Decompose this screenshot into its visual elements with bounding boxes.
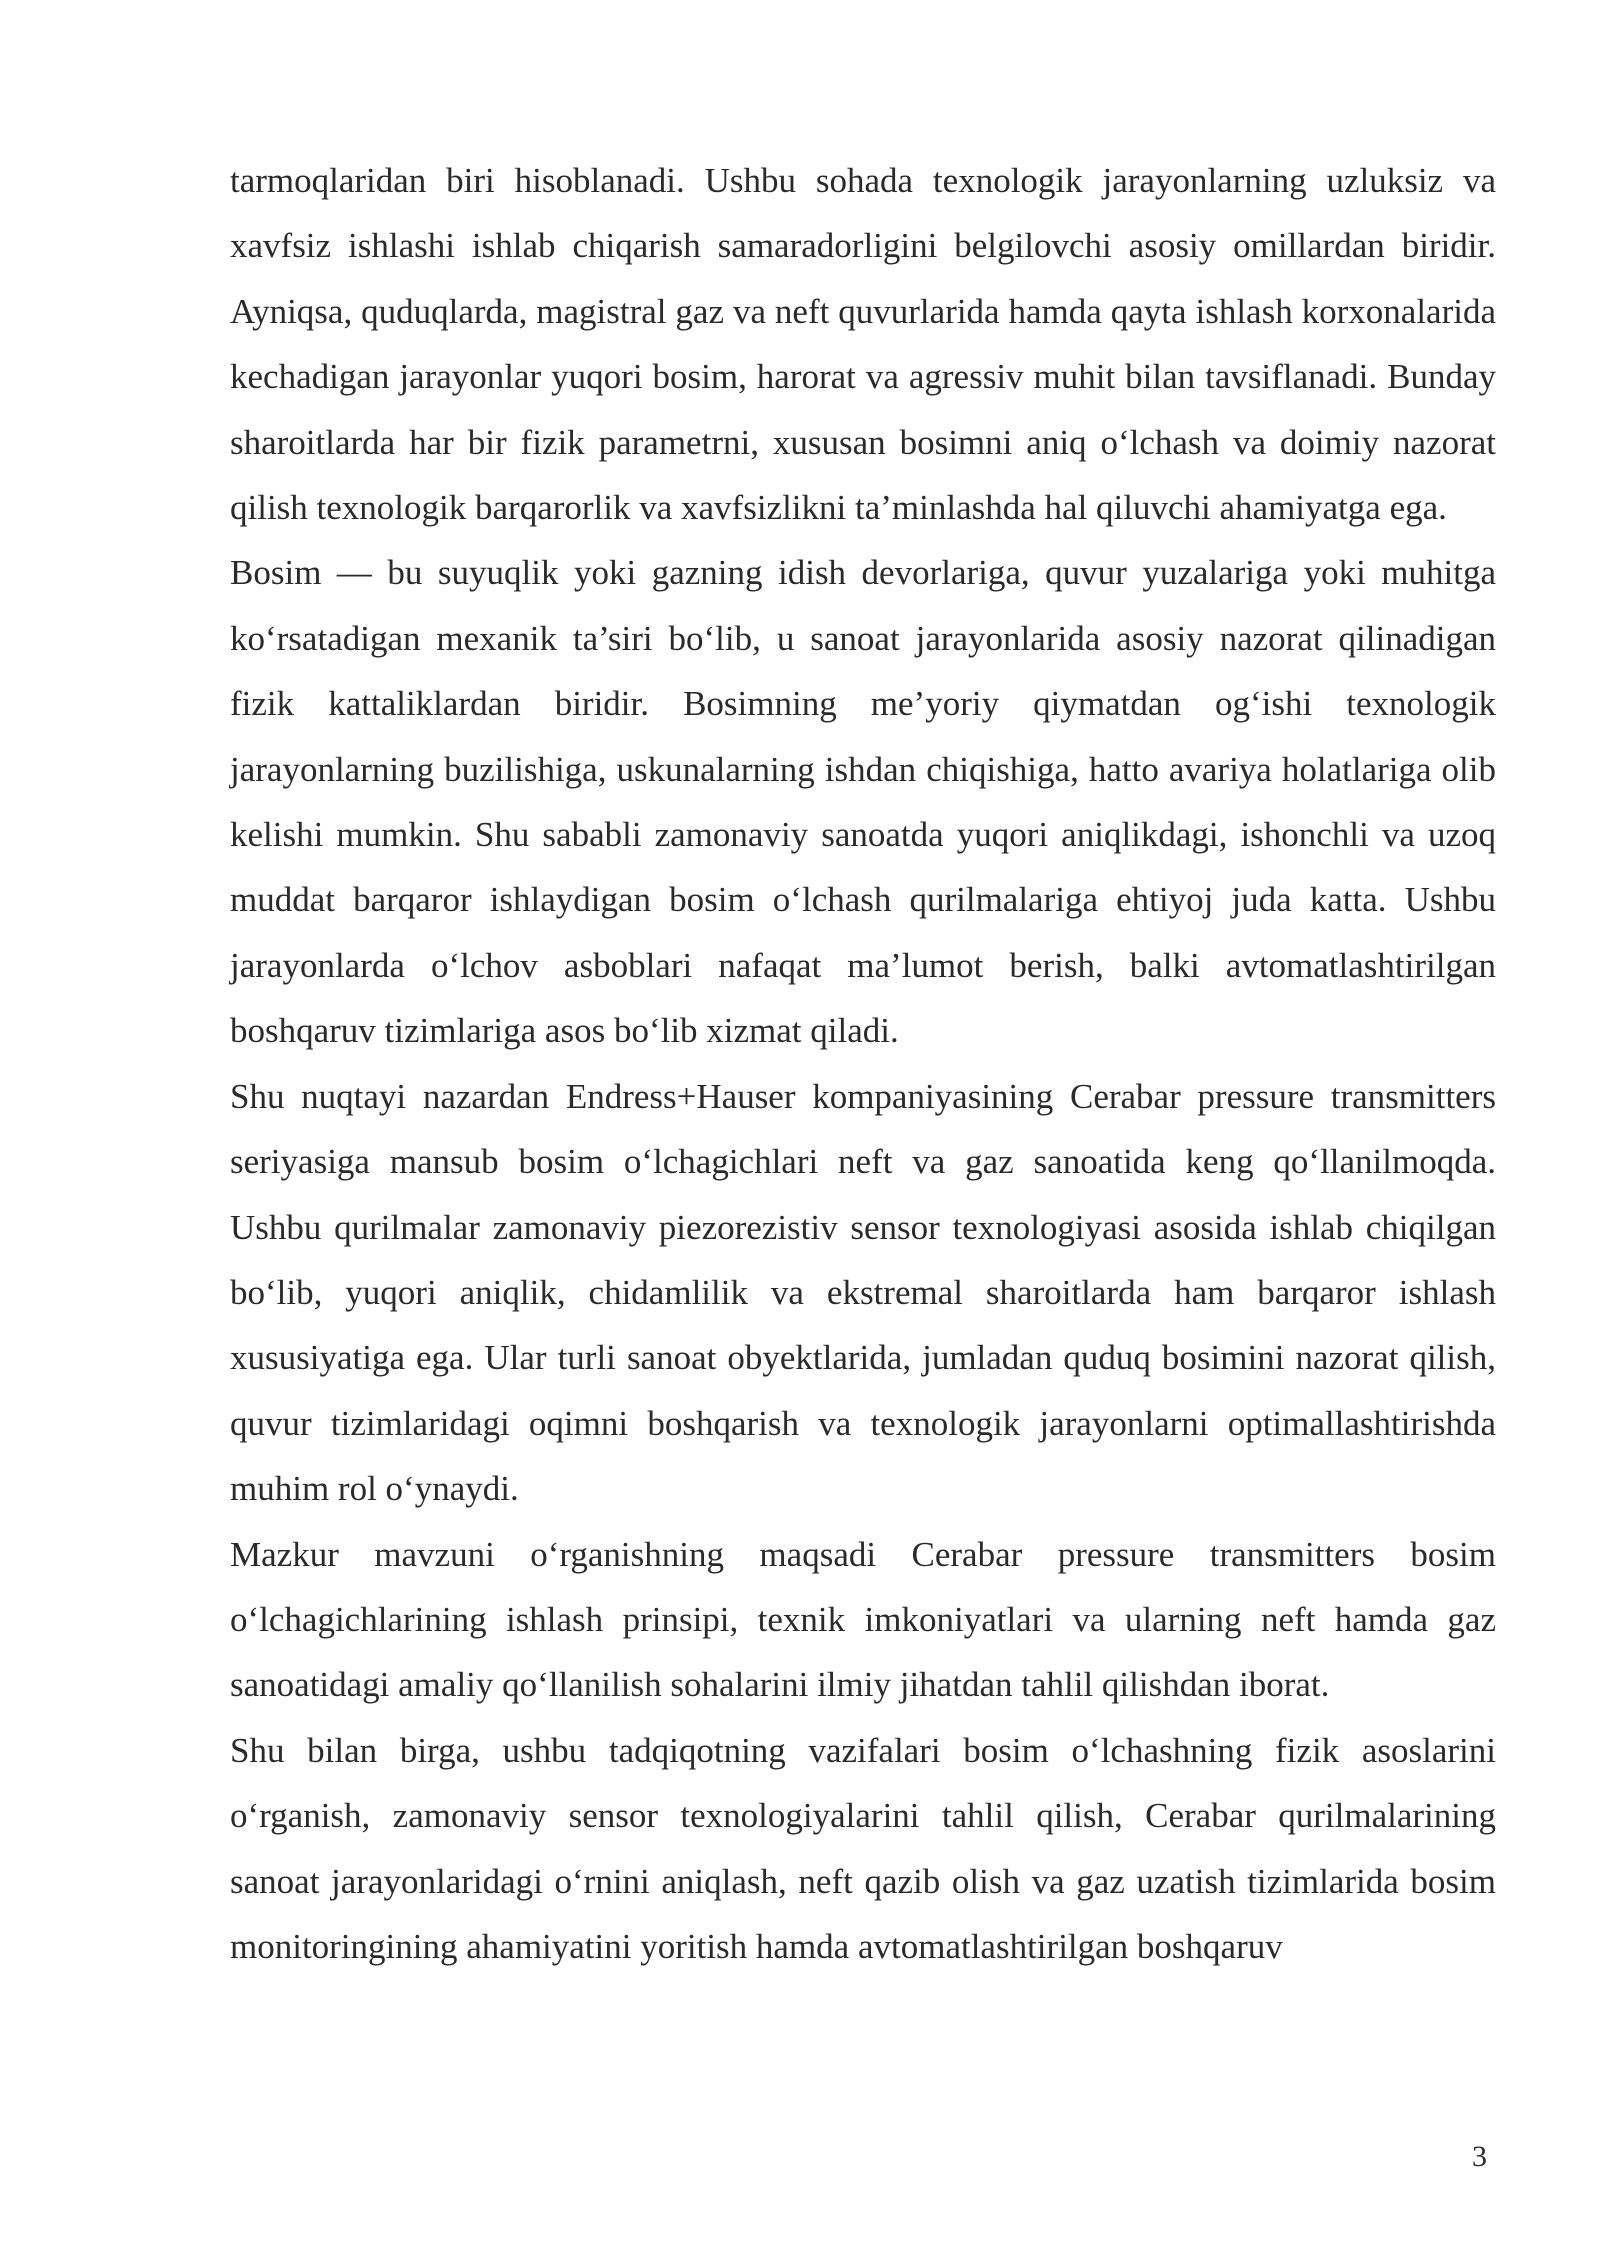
page-number: 3 <box>1472 2140 1487 2173</box>
paragraph-5: Shu bilan birga, ushbu tadqiqotning vazifalari bosim o‘lchashning fizik asoslarini o‘rganish, zamonaviy sensor texnologiyalarini tahlil qilish, Cerabar qurilmalarining sanoat jarayonlaridagi o‘rnini aniqlash, neft qazib olish va gaz uzatish tizimlarida bosim monitoringining ahamiyatini yoritish hamda avtomatlashtirilgan boshqaruv <box>230 1730 1496 1966</box>
body-text <box>230 148 1496 1979</box>
paragraph-1: tarmoqlaridan biri hisoblanadi. Ushbu sohada texnologik jarayonlarning uzluksiz va xavfsiz ishlashi ishlab chiqarish samaradorligini belgilovchi asosiy omillardan biridir. Ayniqsa, quduqlarda, magistral gaz va neft quvurlarida hamda qayta ishlash korxonalarida kechadigan jarayonlar yuqori bosim, harorat va agressiv muhit bilan tavsiflanadi. Bunday sharoitlarda har bir fizik parametrni, xususan bosimni aniq o‘lchash va doimiy nazorat qilish texnologik barqarorlik va xavfsizlikni ta’minlashda hal qiluvchi ahamiyatga ega. <box>230 161 1496 528</box>
paragraph-4: Mazkur mavzuni o‘rganishning maqsadi Cerabar pressure transmitters bosim o‘lchagichlarining ishlash prinsipi, texnik imkoniyatlari va ularning neft hamda gaz sanoatidagi amaliy qo‘llanilish sohalarini ilmiy jihatdan tahlil qilishdan iborat. <box>230 1534 1496 1705</box>
paragraph-2: Bosim — bu suyuqlik yoki gazning idish devorlariga, quvur yuzalariga yoki muhitga ko‘rsatadigan mexanik ta’siri bo‘lib, u sanoat jarayonlarida asosiy nazorat qilinadigan fizik kattaliklardan biridir. Bosimning me’yoriy qiymatdan og‘ishi texnologik jarayonlarning buzilishiga, uskunalarning ishdan chiqishiga, hatto avariya holatlariga olib kelishi mumkin. Shu sababli zamonaviy sanoatda yuqori aniqlikdagi, ishonchli va uzoq muddat barqaror ishlaydigan bosim o‘lchash qurilmalariga ehtiyoj juda katta. Ushbu jarayonlarda o‘lchov asboblari nafaqat ma’lumot berish, balki avtomatlashtirilgan boshqaruv tizimlariga asos bo‘lib xizmat qiladi. <box>230 553 1496 1051</box>
paragraph-3: Shu nuqtayi nazardan Endress+Hauser kompaniyasining Cerabar pressure transmitters seriyasiga mansub bosim o‘lchagichlari neft va gaz sanoatida keng qo‘llanilmoqda. Ushbu qurilmalar zamonaviy piezorezistiv sensor texnologiyasi asosida ishlab chiqilgan bo‘lib, yuqori aniqlik, chidamlilik va ekstremal sharoitlarda ham barqaror ishlash xususiyatiga ega. Ular turli sanoat obyektlarida, jumladan quduq bosimini nazorat qilish, quvur tizimlaridagi oqimni boshqarish va texnologik jarayonlarni optimallashtirishda muhim rol o‘ynaydi. <box>230 1076 1496 1509</box>
